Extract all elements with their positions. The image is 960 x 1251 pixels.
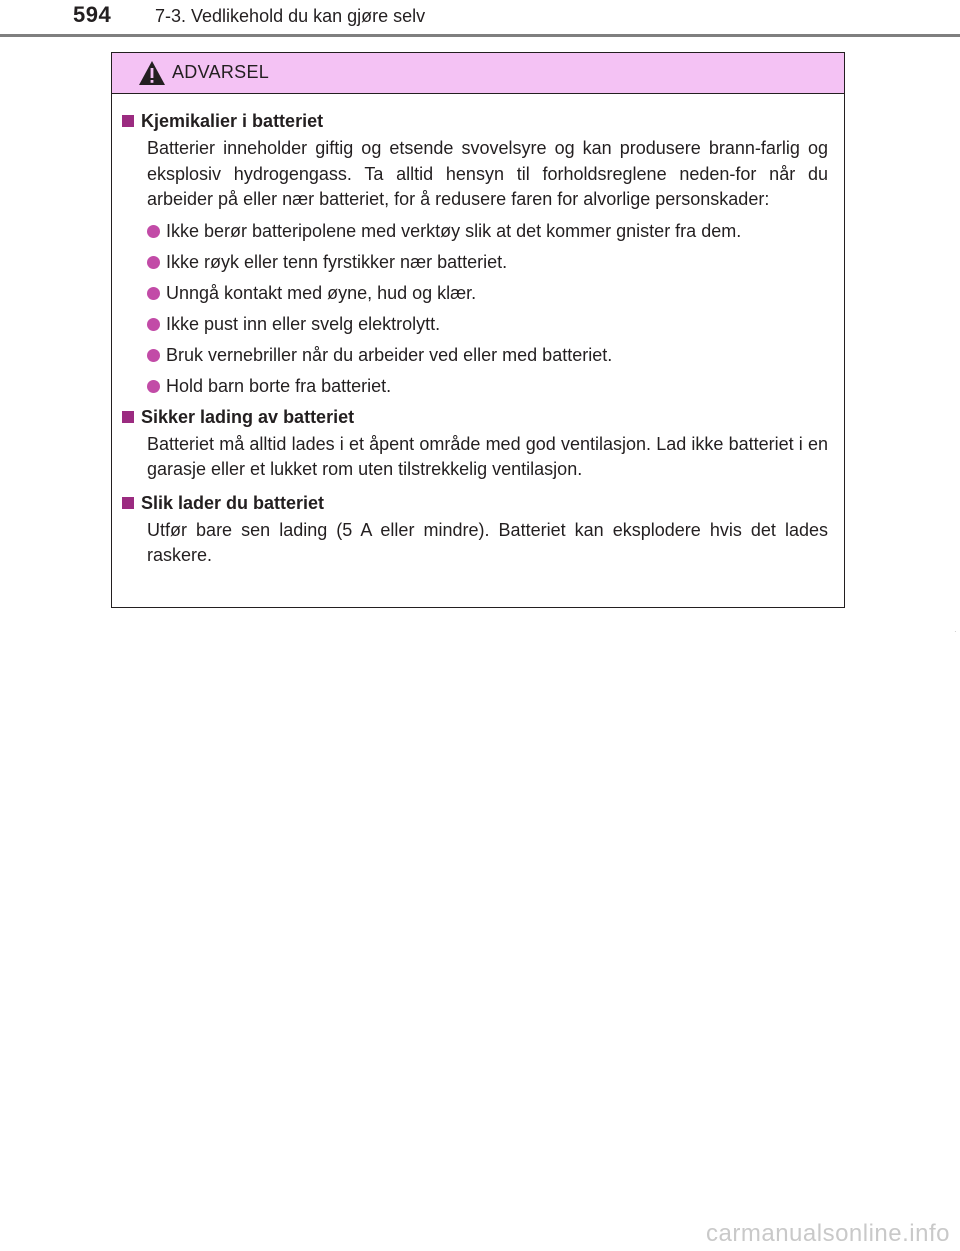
topic-how-to-charge: [122, 490, 828, 569]
topic-text: Batteriet må alltid lades i et åpent område med god ventilasjon. Lad ikke batteriet i en garasje eller et lukket rom uten tilstrekkelig ventilasjon.: [147, 433, 828, 479]
topic-heading: Slik lader du batteriet: [141, 492, 325, 513]
topic-heading: Sikker lading av batteriet: [141, 406, 355, 427]
list-item: Unngå kontakt med øyne, hud og klær.: [147, 281, 828, 306]
square-bullet-icon: [122, 115, 134, 127]
round-bullet-icon: [147, 225, 160, 238]
round-bullet-icon: [147, 318, 160, 331]
page-number: 594: [73, 2, 112, 27]
list-item: Ikke pust inn eller svelg elektrolytt.: [147, 312, 828, 337]
watermark: carmanualsonline.info: [706, 1220, 950, 1247]
warning-header: [112, 53, 844, 94]
bullet-list: [122, 219, 828, 399]
list-item: Hold barn borte fra batteriet.: [147, 374, 828, 399]
warning-triangle-icon: [138, 60, 166, 86]
list-item: Bruk vernebriller når du arbeider ved eller med batteriet.: [147, 343, 828, 368]
topic-safe-charging: [122, 404, 828, 483]
warning-body: [112, 94, 844, 569]
header-divider: [0, 34, 960, 37]
list-item: Ikke røyk eller tenn fyrstikker nær batteriet.: [147, 250, 828, 275]
round-bullet-icon: [147, 287, 160, 300]
topic-battery-chemicals: [122, 108, 828, 399]
square-bullet-icon: [122, 497, 134, 509]
section-title: 7-3. Vedlikehold du kan gjøre selv: [155, 6, 426, 26]
warning-box: [111, 52, 845, 608]
square-bullet-icon: [122, 411, 134, 423]
round-bullet-icon: [147, 349, 160, 362]
round-bullet-icon: [147, 380, 160, 393]
topic-text: Batterier inneholder giftig og etsende svovelsyre og kan produsere brann-farlig og eksplosiv hydrogengass. Ta alltid hensyn til forholdsreglene neden-for når du arbeider på eller nær batteriet, for å redusere faren for alvorlige personskader:: [147, 138, 828, 209]
warning-label: ADVARSEL: [172, 62, 270, 82]
list-item: Ikke berør batteripolene med verktøy slik at det kommer gnister fra dem.: [147, 219, 828, 244]
topic-text: Utfør bare sen lading (5 A eller mindre). Batteriet kan eksplodere hvis det lades raskere.: [147, 519, 828, 565]
topic-heading: Kjemikalier i batteriet: [141, 111, 324, 131]
margin-mark: ·: [954, 627, 957, 636]
round-bullet-icon: [147, 256, 160, 269]
